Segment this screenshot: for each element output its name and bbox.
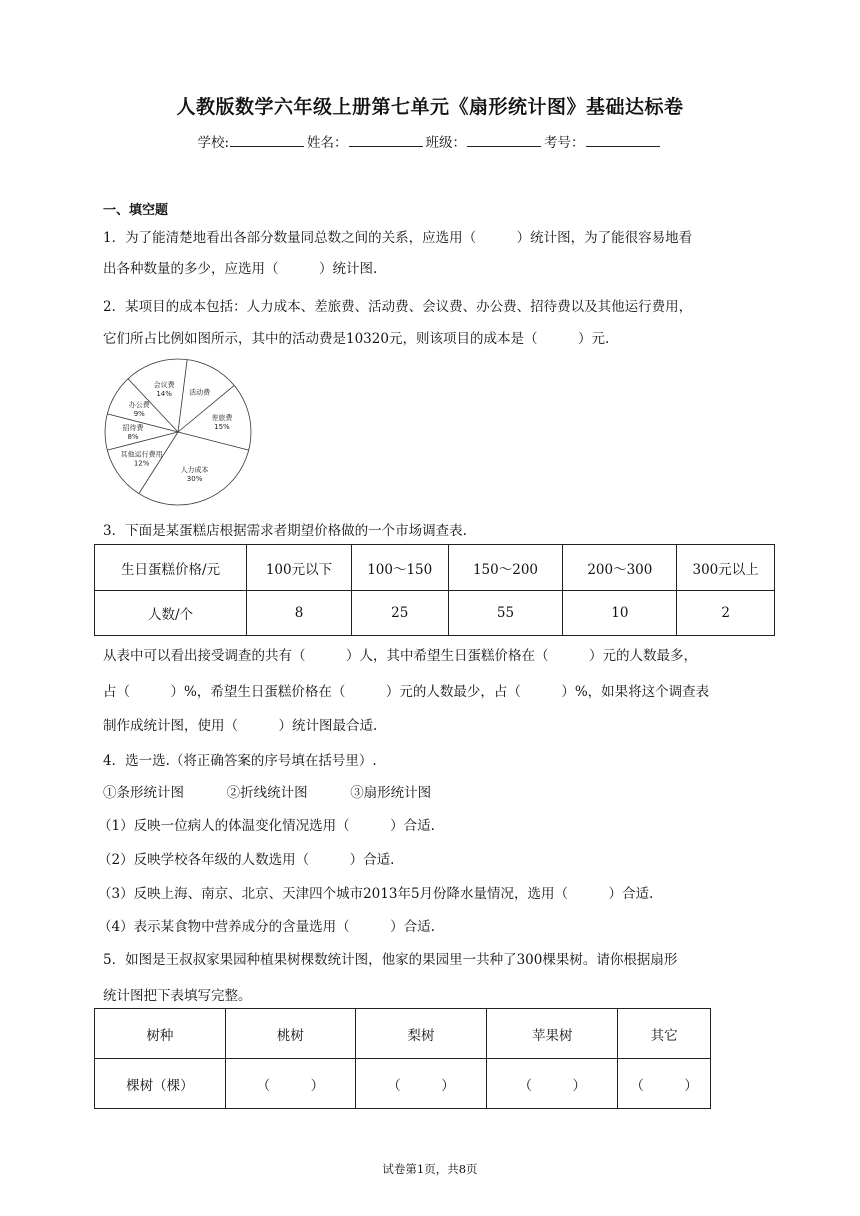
answer-blank[interactable]: （ ） bbox=[225, 1059, 355, 1109]
pie-slice-percent: 30% bbox=[186, 474, 203, 483]
section-title: 一、填空题 bbox=[103, 203, 169, 218]
table-cell: 8 bbox=[247, 591, 352, 636]
cake-price-table bbox=[94, 544, 775, 636]
student-info-line bbox=[0, 131, 860, 151]
answer-blank[interactable]: （ ） bbox=[618, 1059, 711, 1109]
table-cell: 其它 bbox=[618, 1009, 711, 1059]
q5-line2: 统计图把下表填写完整。 bbox=[103, 988, 252, 1004]
table-cell: 100元以下 bbox=[247, 545, 352, 591]
q1-line2: 出各种数量的多少，应选用（ ）统计图. bbox=[103, 261, 378, 277]
q3-intro: 3．下面是某蛋糕店根据需求者期望价格做的一个市场调查表. bbox=[103, 523, 467, 539]
q4-sub1: （1）反映一位病人的体温变化情况选用（ ）合适. bbox=[98, 818, 435, 834]
class-blank[interactable] bbox=[467, 132, 541, 147]
page-title: 人教版数学六年级上册第七单元《扇形统计图》基础达标卷 bbox=[176, 96, 684, 118]
q3-after-line1: 从表中可以看出接受调查的共有（ ）人，其中希望生日蛋糕价格在（ ）元的人数最多， bbox=[103, 648, 697, 664]
q4-intro: 4．选一选.（将正确答案的序号填在括号里）. bbox=[103, 753, 377, 769]
table-cell: 200～300 bbox=[563, 545, 677, 591]
pie-slice-label: 会议费 bbox=[153, 381, 175, 390]
fruit-tree-table bbox=[94, 1008, 711, 1109]
q2-line2: 它们所占比例如图所示，其中的活动费是10320元，则该项目的成本是（ ）元. bbox=[103, 331, 610, 347]
q4-sub2: （2）反映学校各年级的人数选用（ ）合适. bbox=[98, 852, 395, 868]
pie-slice-percent: 15% bbox=[214, 423, 230, 432]
school-blank[interactable] bbox=[230, 132, 304, 147]
table-cell: 桃树 bbox=[225, 1009, 355, 1059]
class-label: 班级： bbox=[425, 135, 467, 151]
cost-pie-chart bbox=[103, 357, 253, 507]
pie-slice-label: 差旅费 bbox=[211, 414, 233, 423]
table-row bbox=[95, 545, 775, 591]
q3-after-line2: 占（ ）%，希望生日蛋糕价格在（ ）元的人数最少，占（ ）%，如果将这个调查表 bbox=[103, 684, 710, 700]
option-pie-chart: ③扇形统计图 bbox=[350, 785, 432, 801]
table-cell: 2 bbox=[677, 591, 775, 636]
pie-slice-label: 办公费 bbox=[128, 401, 150, 410]
q1-line1: 1．为了能清楚地看出各部分数量同总数之间的关系，应选用（ ）统计图，为了能很容易地看 bbox=[103, 230, 693, 246]
table-cell: 55 bbox=[448, 591, 563, 636]
answer-blank[interactable]: （ ） bbox=[355, 1059, 486, 1109]
answer-blank[interactable]: （ ） bbox=[487, 1059, 618, 1109]
q3-after-line3: 制作成统计图，使用（ ）统计图最合适. bbox=[103, 718, 378, 734]
q5-line1: 5．如图是王叔叔家果园种植果树棵数统计图，他家的果园里一共种了300棵果树。请你根据扇形 bbox=[103, 952, 678, 968]
q4-sub3: （3）反映上海、南京、北京、天津四个城市2013年5月份降水量情况，选用（ ）合适. bbox=[98, 886, 654, 902]
table-cell: 150～200 bbox=[448, 545, 563, 591]
option-line-chart: ②折线统计图 bbox=[226, 785, 308, 801]
school-label: 学校: bbox=[197, 135, 230, 151]
table-row bbox=[95, 1009, 711, 1059]
page-footer: 试卷第1页，共8页 bbox=[382, 1162, 478, 1176]
table-row bbox=[95, 1059, 711, 1109]
table-cell: 300元以上 bbox=[677, 545, 775, 591]
pie-slice-label: 人力成本 bbox=[180, 465, 209, 474]
table-cell: 100～150 bbox=[351, 545, 448, 591]
table-cell: 25 bbox=[351, 591, 448, 636]
table-cell: 梨树 bbox=[355, 1009, 486, 1059]
option-bar-chart: ①条形统计图 bbox=[103, 785, 184, 801]
table-cell: 生日蛋糕价格/元 bbox=[95, 545, 247, 591]
name-label: 姓名： bbox=[307, 135, 348, 151]
table-cell: 人数/个 bbox=[95, 591, 247, 636]
table-cell: 10 bbox=[563, 591, 677, 636]
pie-slice-percent: 14% bbox=[156, 390, 172, 399]
table-row bbox=[95, 591, 775, 636]
q4-sub4: （4）表示某食物中营养成分的含量选用（ ）合适. bbox=[98, 919, 435, 935]
pie-slice-percent: 12% bbox=[133, 459, 150, 468]
pie-slice-percent: 8% bbox=[127, 433, 139, 441]
pie-slice-label: 招待费 bbox=[122, 424, 144, 432]
pie-slice-label: 其他运行费用 bbox=[120, 450, 163, 459]
table-cell: 苹果树 bbox=[487, 1009, 618, 1059]
q4-options bbox=[103, 781, 431, 801]
exam-no-label: 考号： bbox=[544, 135, 585, 151]
exam-no-blank[interactable] bbox=[586, 132, 660, 147]
table-cell: 树种 bbox=[95, 1009, 226, 1059]
table-cell: 棵树（棵） bbox=[95, 1059, 226, 1109]
q2-line1: 2．某项目的成本包括：人力成本、差旅费、活动费、会议费、办公费、招待费以及其他运行费用， bbox=[103, 299, 693, 315]
pie-slice-percent: 9% bbox=[133, 410, 145, 419]
pie-slice-label: 活动费 bbox=[189, 388, 211, 397]
name-blank[interactable] bbox=[349, 132, 423, 147]
